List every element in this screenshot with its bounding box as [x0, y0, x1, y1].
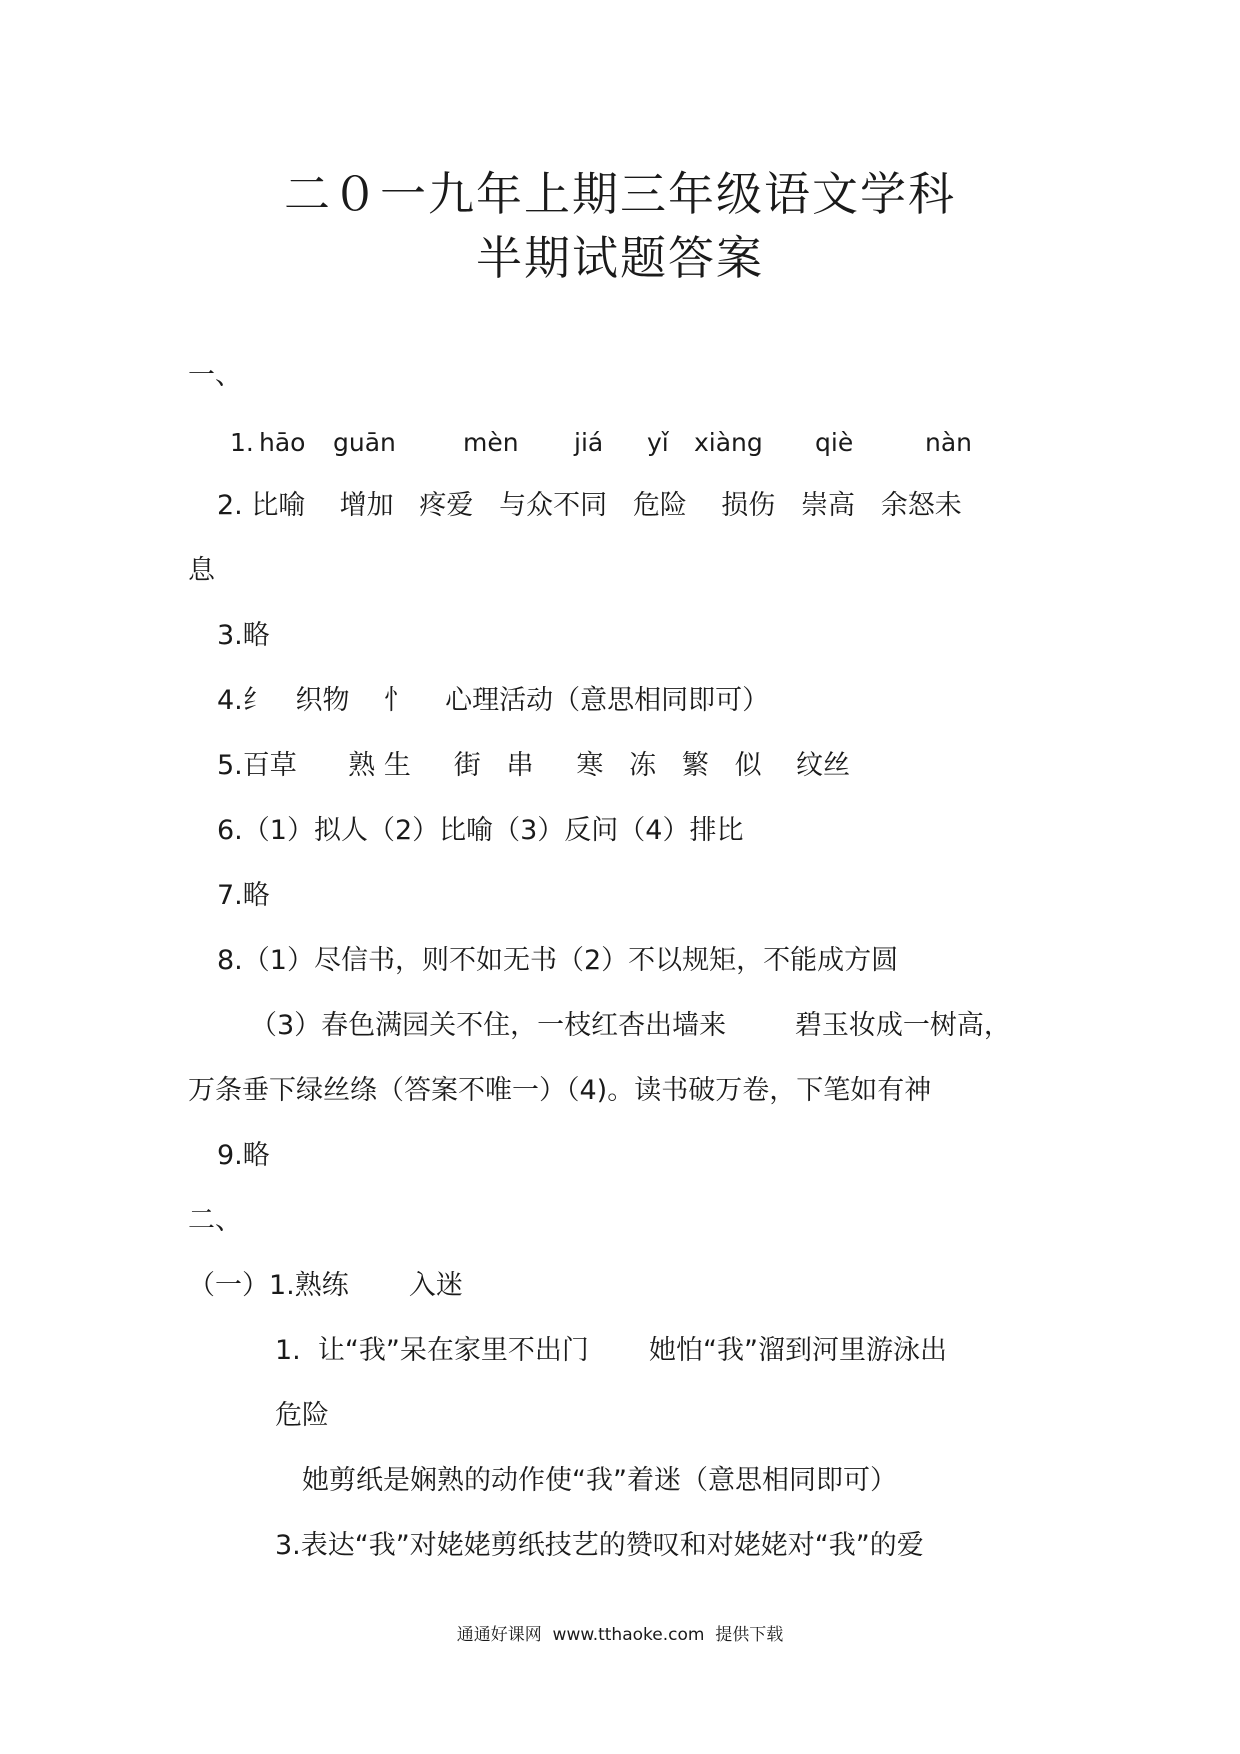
answer-q4: 4.纟 织物 忄 心理活动（意思相同即可）	[217, 685, 770, 716]
pinyin-item: hāo	[259, 428, 306, 457]
document-title-line1: 二０一九年上期三年级语文学科	[284, 167, 956, 221]
pinyin-item: jiá	[574, 428, 604, 457]
pinyin-item: mèn	[463, 428, 519, 457]
pinyin-item: guān	[333, 428, 396, 457]
answer-part1-q2-continued: 危险	[275, 1400, 329, 1431]
answer-q3: 3.略	[217, 620, 270, 651]
section1-heading: 一、	[188, 360, 242, 391]
answer-part1-q1: （一）1.熟练 入迷	[188, 1270, 463, 1301]
answer-q9: 9.略	[217, 1140, 270, 1171]
answer-q8: 8.（1）尽信书，则不如无书（2）不以规矩，不能成方圆	[217, 945, 899, 976]
answer-q2: 2. 比喻 增加 疼爱 与众不同 危险 损伤 崇高 余怒未	[217, 490, 962, 521]
answer-part1-q2-line3: 她剪纸是娴熟的动作使“我”着迷（意思相同即可）	[302, 1465, 897, 1496]
answer-q8-line3: 万条垂下绿丝绦（答案不唯一）（4)。读书破万卷，下笔如有神	[188, 1075, 932, 1106]
pinyin-item: qiè	[815, 428, 854, 457]
answer-q5: 5.百草 熟 生 街 串 寒 冻 繁 似 纹丝	[217, 750, 850, 781]
answer-q7: 7.略	[217, 880, 270, 911]
footer-source: 通通好课网 www.tthaoke.com 提供下载	[456, 1625, 784, 1645]
answer-part1-q2: 1. 让“我”呆在家里不出门 她怕“我”溜到河里游泳出	[275, 1335, 947, 1366]
answer-part1-q3: 3.表达“我”对姥姥剪纸技艺的赞叹和对姥姥对“我”的爱	[275, 1530, 924, 1561]
answer-q8-line2: （3）春色满园关不住，一枝红杏出墙来 碧玉妆成一树高，	[250, 1010, 1011, 1041]
pinyin-item: nàn	[925, 428, 973, 457]
document-title-line2: 半期试题答案	[476, 231, 764, 285]
pinyin-number: 1.	[230, 428, 254, 457]
section2-heading: 二、	[188, 1205, 242, 1236]
answer-q6: 6.（1）拟人（2）比喻（3）反问（4）排比	[217, 815, 744, 846]
answer-q2-continued: 息	[188, 555, 215, 586]
pinyin-item: xiàng	[694, 428, 763, 457]
pinyin-item: yǐ	[647, 428, 669, 457]
